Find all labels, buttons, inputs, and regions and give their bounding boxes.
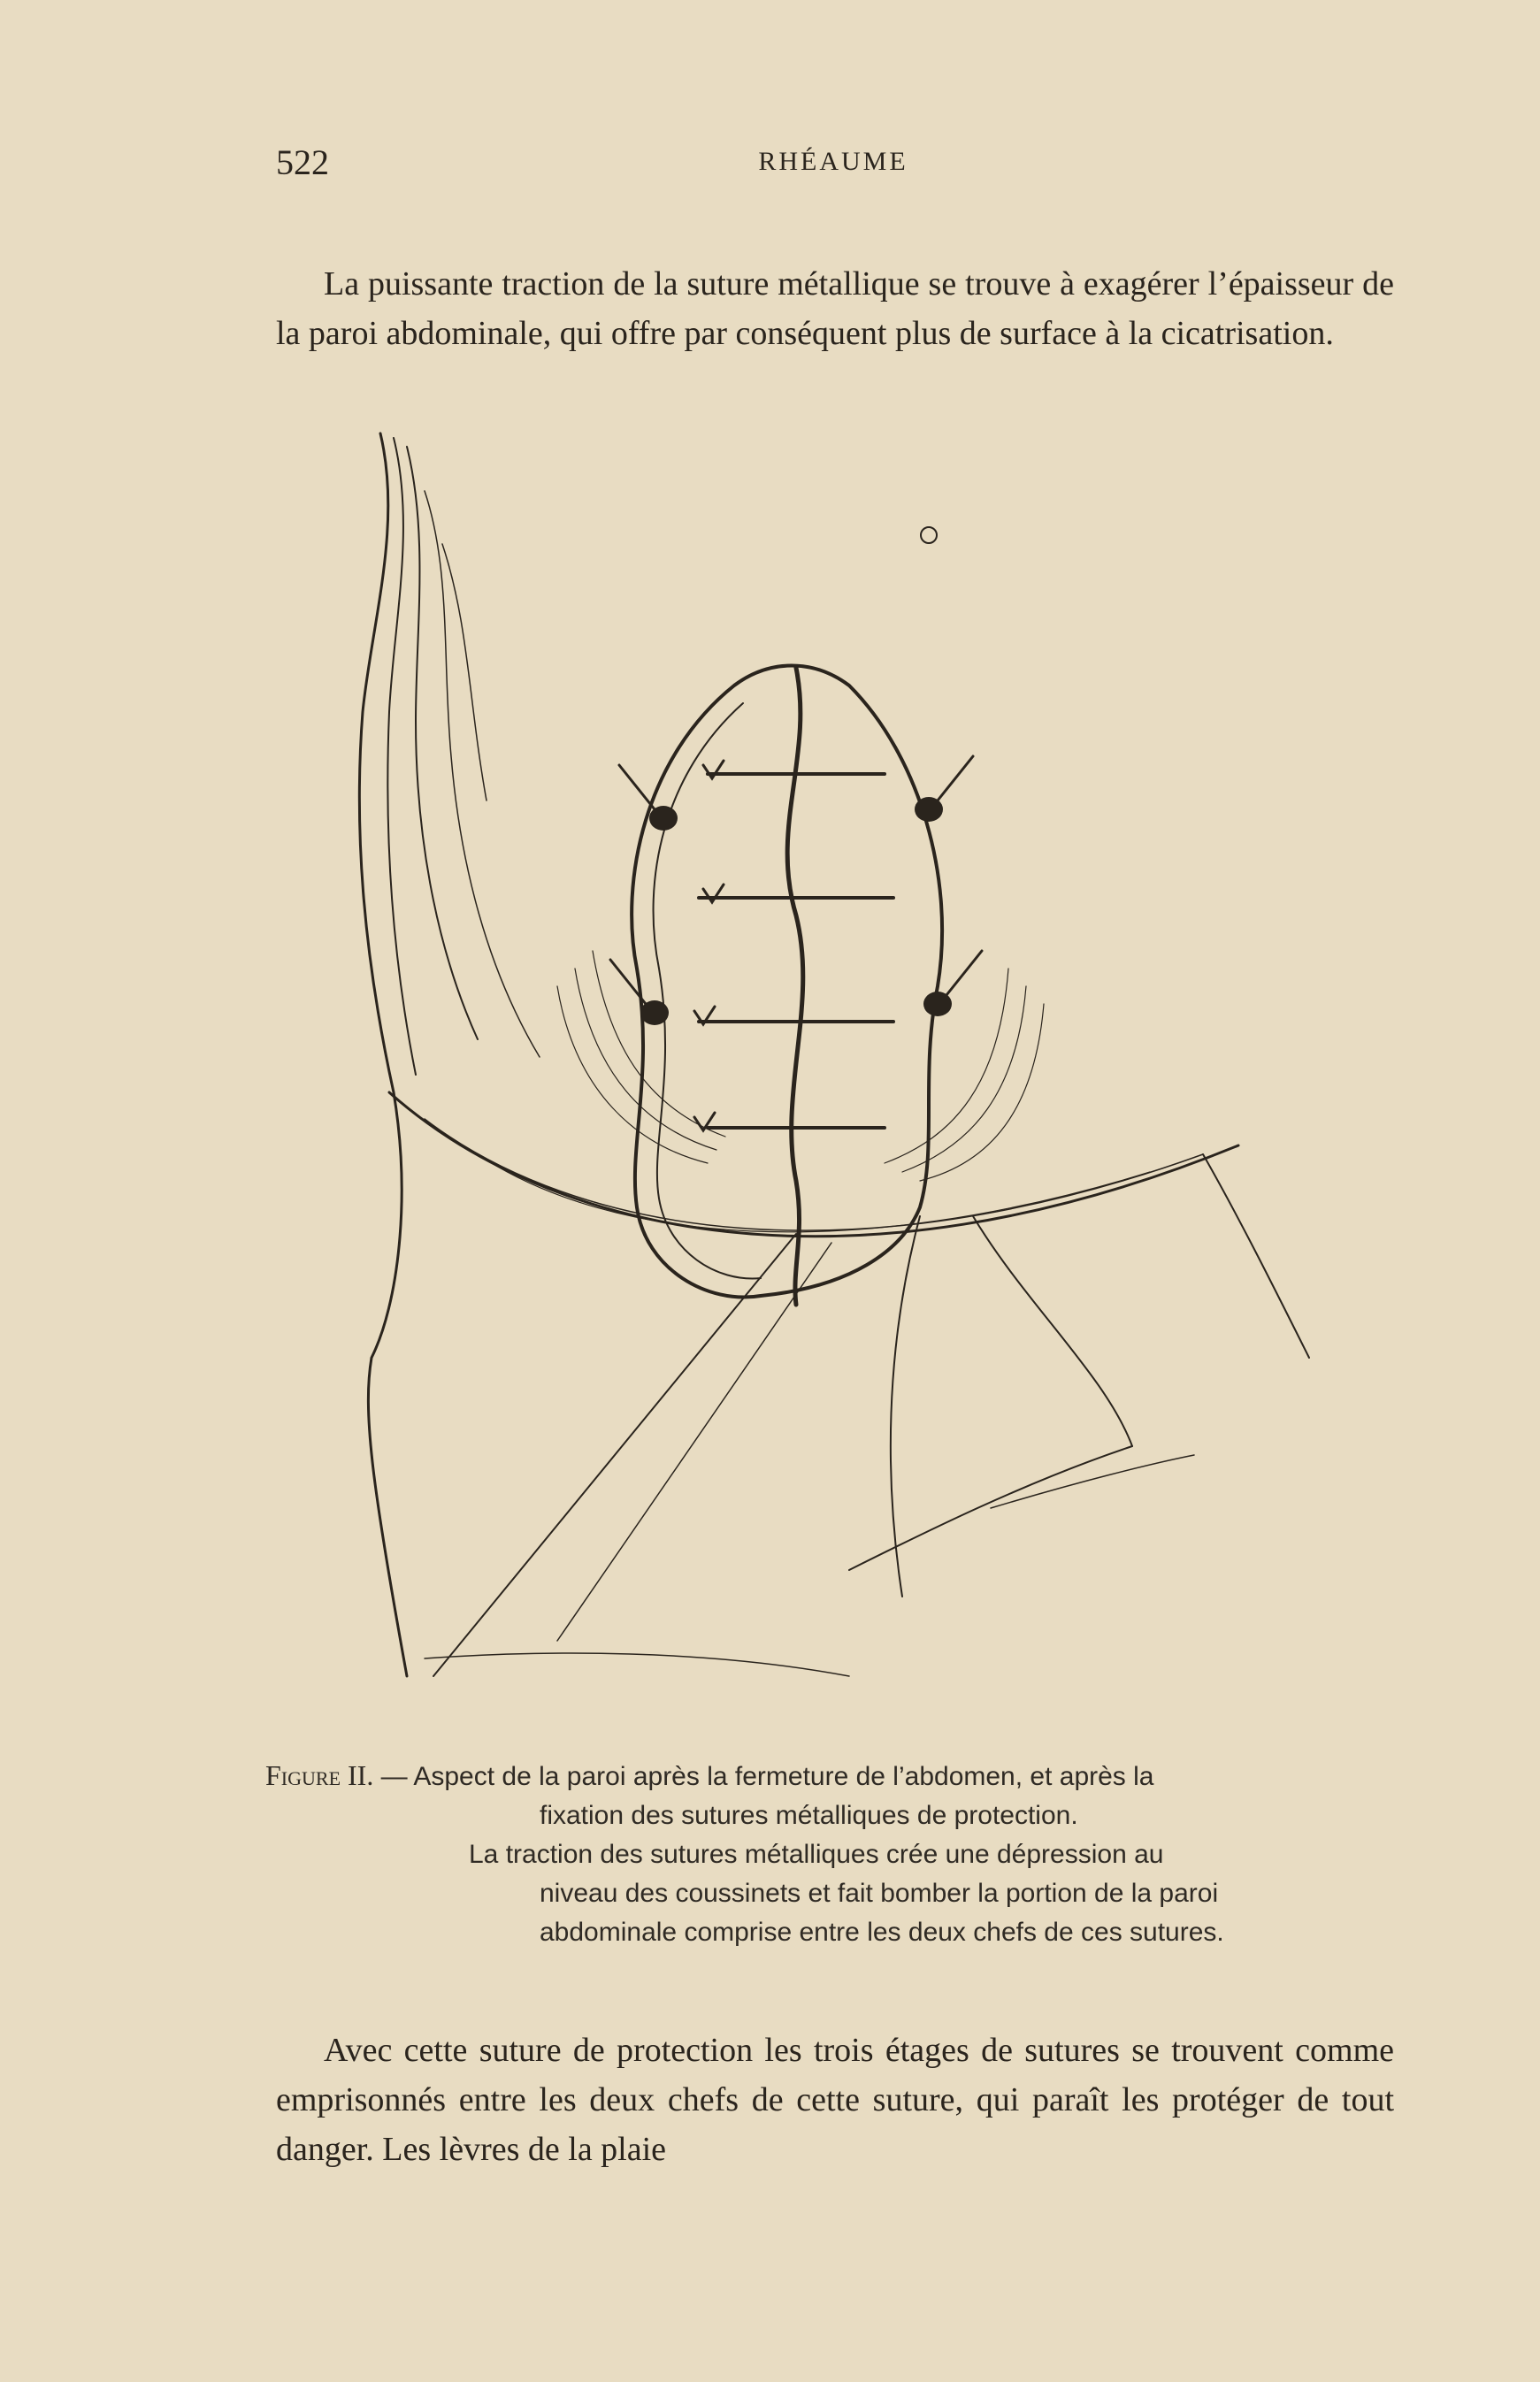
caption-text-1: Aspect de la paroi après la fermeture de l’abdomen, et après la — [413, 1762, 1154, 1791]
figure-illustration — [354, 420, 1327, 1712]
caption-line-2: fixation des sutures métalliques de protection. — [540, 1801, 1078, 1830]
caption-line-1 — [265, 1756, 1393, 1796]
caption-dash: — — [373, 1762, 414, 1791]
page-header — [276, 142, 1391, 186]
paragraph-1: La puissante traction de la suture métallique se trouve à exagérer l’épaisseur de la paroi abdominale, qui offre par conséquent plus de surface à la cicatrisation. — [276, 265, 1394, 352]
running-head: RHÉAUME — [758, 147, 908, 176]
caption-label: Figure II. — [265, 1759, 374, 1791]
caption-line-4: niveau des coussinets et fait bomber la portion de la paroi — [540, 1879, 1219, 1908]
paragraph-2: Avec cette suture de protection les trois étages de sutures se trouvent comme emprisonnés entre les deux chefs de cette suture, qui paraît les protéger de tout danger. Les lèvres de la plaie — [276, 2032, 1394, 2168]
caption-line-5: abdominale comprise entre les deux chefs de ces sutures. — [540, 1918, 1224, 1947]
caption-line-3: La traction des sutures métalliques crée une dépression au — [469, 1840, 1164, 1869]
page-number: 522 — [276, 142, 329, 182]
figure-caption — [265, 1756, 1393, 1952]
